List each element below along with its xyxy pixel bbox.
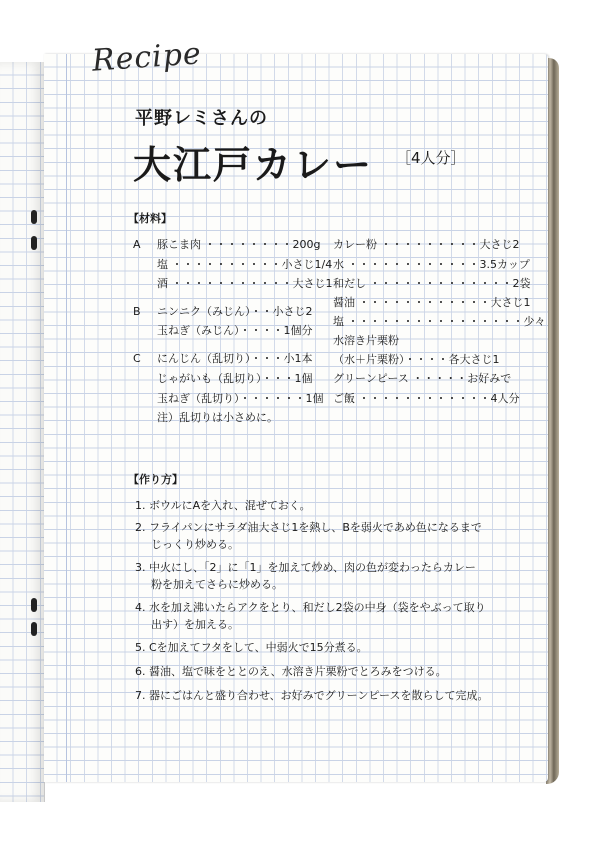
ingredient-line: 酒 ・・・・・・・・・・・大さじ1 [157,277,333,290]
ingredient-note: 注）乱切りは小さめに。 [157,411,278,424]
servings-label: ［4人分］ [396,149,466,167]
binding-ring [31,210,37,224]
method-step-continuation: じっくり炒める。 [151,538,239,551]
ingredient-line: カレー粉 ・・・・・・・・・大さじ2 [333,238,520,251]
group-label-a: A [133,238,141,251]
method-step-continuation: 粉を加えてさらに炒める。 [151,578,283,591]
ingredient-line: 醤油 ・・・・・・・・・・・・大さじ1 [333,296,531,309]
margin-line [66,54,67,782]
ingredient-line: ご飯 ・・・・・・・・・・・・4人分 [333,392,520,405]
ingredient-line: 水 ・・・・・・・・・・・・3.5カップ [333,258,530,271]
method-step: 1. ボウルにAを入れ、混ぜておく。 [135,499,311,512]
ingredient-line: グリーンピース ・・・・・お好みで [333,372,512,385]
method-step: 6. 醤油、塩で味をととのえ、水溶き片栗粉でとろみをつける。 [135,665,447,678]
method-step-continuation: 出す）を加える。 [151,618,239,631]
ingredient-line: にんじん（乱切り）・・・小1本 [157,352,313,365]
binding-ring [31,236,37,250]
group-label-b: B [133,305,141,318]
ingredient-line: （水＋片栗粉）・・・・各大さじ1 [333,353,500,366]
ingredient-line: じゃがいも（乱切り）・・・1個 [157,372,313,385]
recipe-subtitle: 平野レミさんの [135,108,268,129]
method-step: 3. 中火にし、「2」に「1」を加えて炒め、肉の色が変わったらカレー [135,561,476,574]
recipe-script-heading: Recipe [90,36,203,79]
ingredient-line: 和だし ・・・・・・・・・・・・・2袋 [333,277,531,290]
ingredient-line: ニンニク（みじん）・・小さじ2 [157,305,313,318]
ingredient-line: 玉ねぎ（みじん）・・・・1個分 [157,324,313,337]
group-label-c: C [133,352,141,365]
binding-ring [31,622,37,636]
ingredient-line: 豚こま肉 ・・・・・・・・200g [157,238,321,251]
ingredient-line: 水溶き片栗粉 [333,334,399,347]
method-step: 2. フライパンにサラダ油大さじ1を熱し、Bを弱火であめ色になるまで [135,521,482,534]
method-step: 7. 器にごはんと盛り合わせ、お好みでグリーンピースを散らして完成。 [135,689,489,702]
ingredient-line: 塩 ・・・・・・・・・・小さじ1/4 [157,258,333,271]
method-step: 4. 水を加え沸いたらアクをとり、和だし2袋の中身（袋をやぶって取り [135,601,486,614]
method-step: 5. Cを加えてフタをして、中弱火で15分煮る。 [135,641,368,654]
binding-ring [31,598,37,612]
method-heading: 【作り方】 [128,473,183,486]
ingredient-line: 玉ねぎ（乱切り）・・・・・・1個 [157,392,324,405]
left-notebook-page [0,62,45,802]
ingredients-heading: 【材料】 [128,212,172,225]
ingredient-line: 塩 ・・・・・・・・・・・・・・・・少々 [333,315,546,328]
recipe-title: 大江戸カレー [133,143,374,187]
